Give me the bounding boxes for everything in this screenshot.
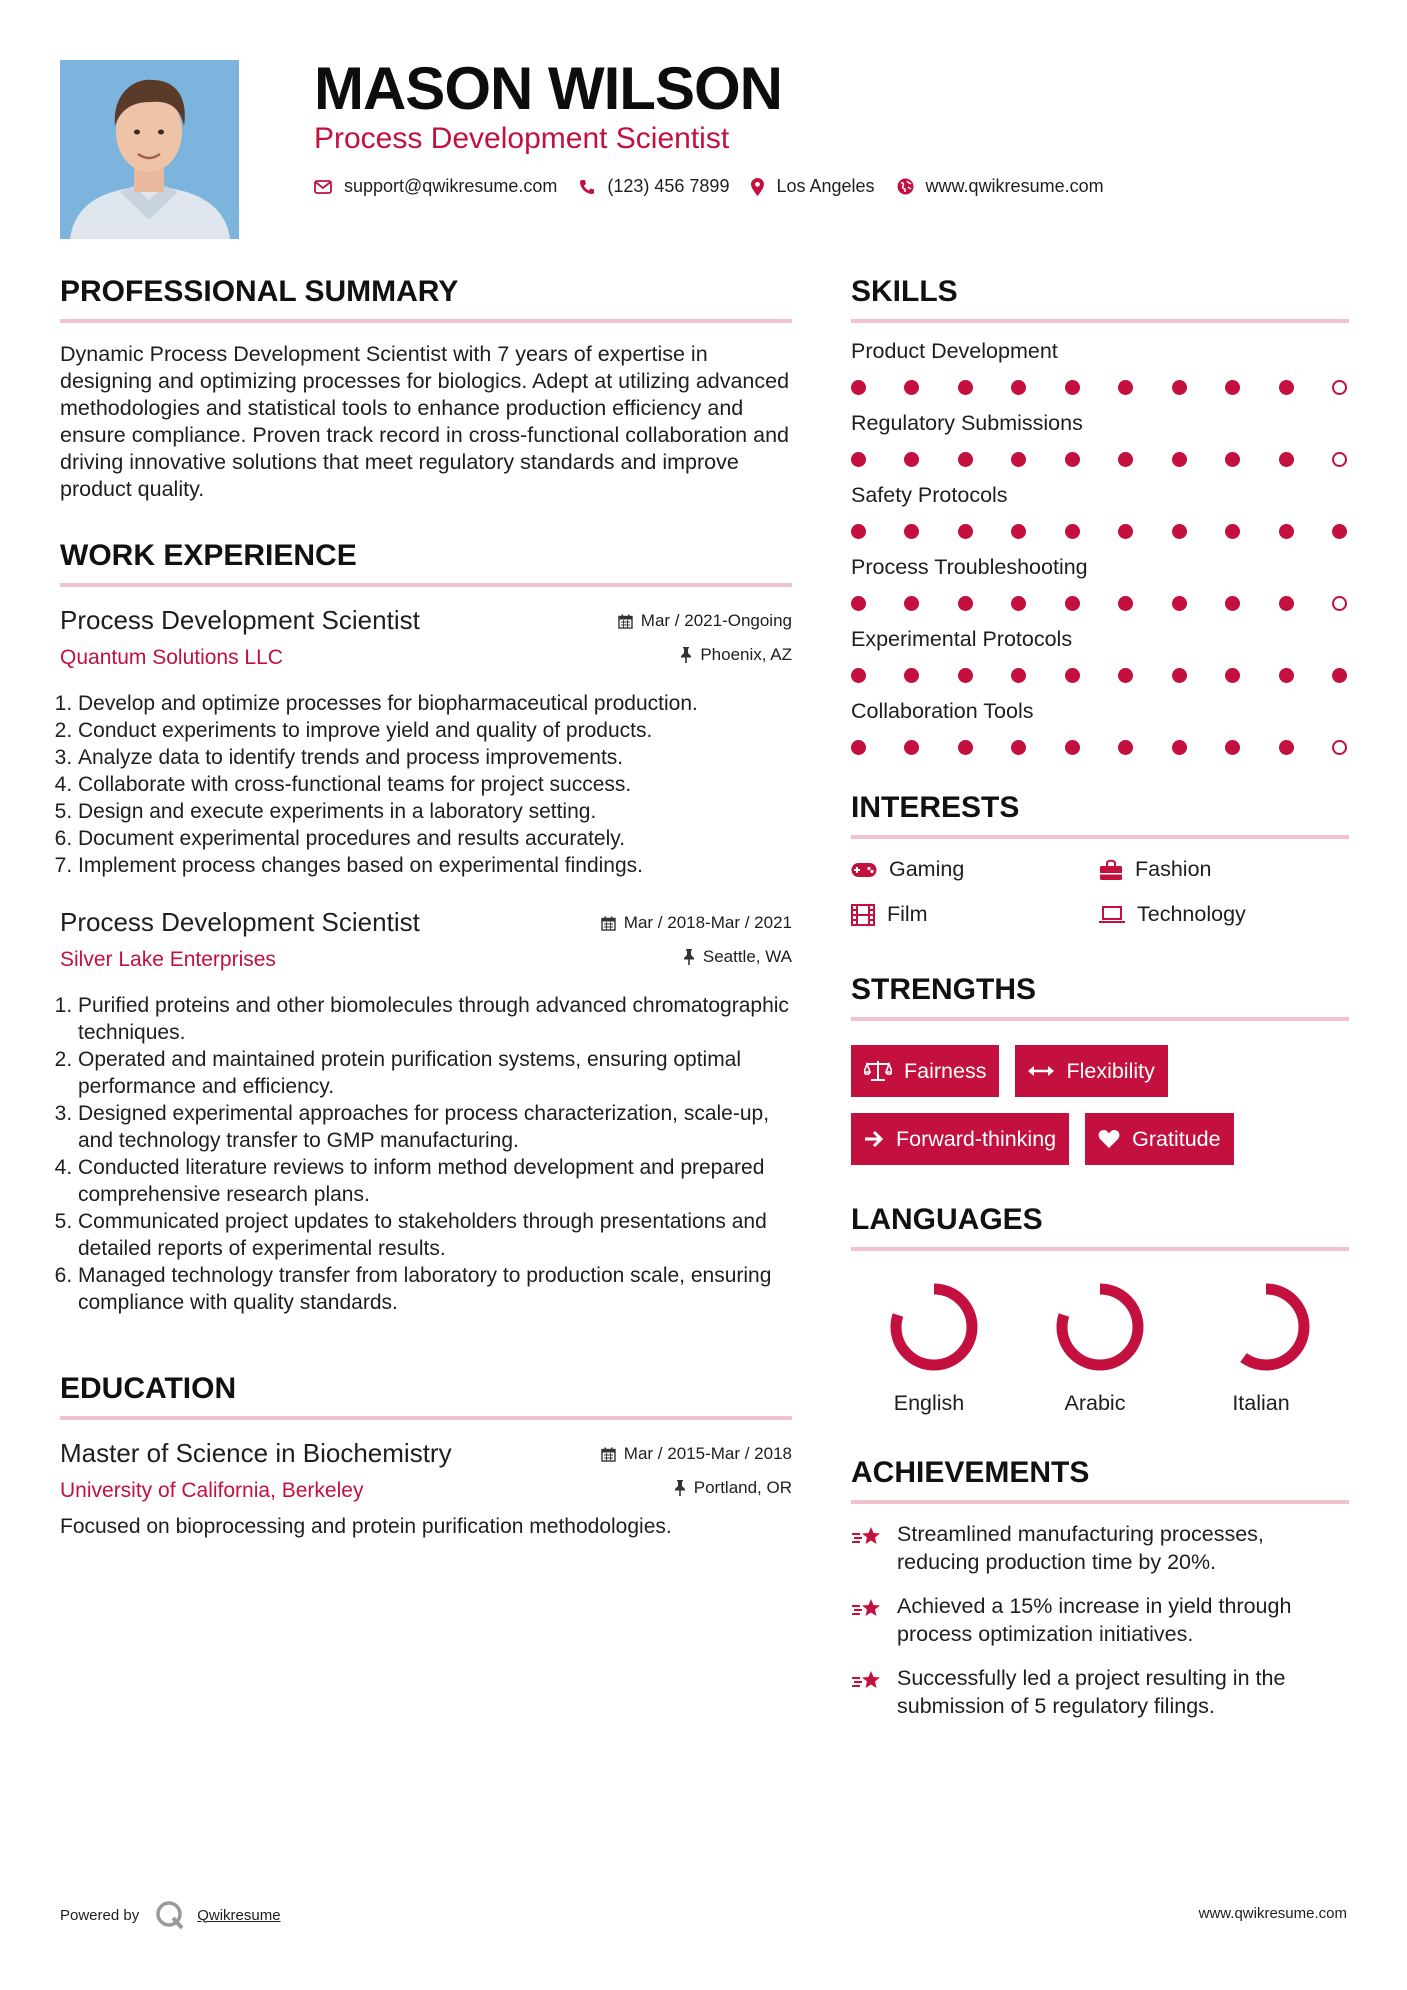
rating-dot-filled bbox=[1118, 740, 1133, 755]
rating-dot-filled bbox=[904, 452, 919, 467]
job-date-text: Mar / 2018-Mar / 2021 bbox=[623, 913, 792, 932]
rating-dot-filled bbox=[1172, 452, 1187, 467]
left-column bbox=[60, 275, 792, 1539]
arrow-right-icon bbox=[864, 1130, 884, 1148]
job-entry bbox=[60, 907, 792, 1316]
interests-list bbox=[851, 857, 1349, 927]
rating-dot-filled bbox=[1225, 596, 1240, 611]
strength-tag bbox=[1015, 1045, 1167, 1097]
rating-dot-empty bbox=[1332, 596, 1347, 611]
rating-dot-filled bbox=[904, 380, 919, 395]
contact-email[interactable] bbox=[314, 176, 557, 197]
rating-dot-filled bbox=[1065, 452, 1080, 467]
rating-dot-filled bbox=[1118, 524, 1133, 539]
rating-dot-filled bbox=[1118, 452, 1133, 467]
heart-icon bbox=[1098, 1129, 1120, 1149]
education-heading: EDUCATION bbox=[60, 1372, 792, 1420]
rating-dot-filled bbox=[1118, 380, 1133, 395]
rating-dot-filled bbox=[1225, 380, 1240, 395]
rating-dot-filled bbox=[958, 380, 973, 395]
language-gauge-arc bbox=[1228, 1289, 1304, 1365]
rating-dot-filled bbox=[1011, 524, 1026, 539]
rating-dot-filled bbox=[1011, 596, 1026, 611]
rating-dot-filled bbox=[1011, 740, 1026, 755]
education-location-text: Portland, OR bbox=[693, 1478, 792, 1497]
job-title: Process Development Scientist bbox=[60, 605, 420, 635]
job-date-text: Mar / 2021-Ongoing bbox=[640, 611, 792, 630]
degree-title: Master of Science in Biochemistry bbox=[60, 1438, 452, 1468]
rating-dot-filled bbox=[1279, 596, 1294, 611]
job-location bbox=[680, 645, 792, 665]
strength-tag bbox=[851, 1113, 1069, 1165]
rating-dot-filled bbox=[1011, 452, 1026, 467]
summary-heading: PROFESSIONAL SUMMARY bbox=[60, 275, 792, 323]
achievements-list bbox=[851, 1520, 1349, 1720]
interest-item bbox=[1099, 902, 1347, 927]
rating-dot-filled bbox=[904, 668, 919, 683]
skill-name: Experimental Protocols bbox=[851, 627, 1073, 651]
balance-scale-icon bbox=[864, 1060, 892, 1082]
candidate-name: MASON WILSON bbox=[314, 55, 782, 122]
pushpin-icon bbox=[683, 949, 695, 965]
list-item: 2. Operated and maintained protein purification systems, ensuring optimal performance and efficiency. bbox=[78, 1046, 792, 1100]
interest-label: Technology bbox=[1137, 902, 1246, 926]
rating-dot-filled bbox=[958, 596, 973, 611]
shooting-star-icon bbox=[851, 1668, 883, 1694]
skill-rating bbox=[851, 524, 1347, 539]
strength-tag bbox=[1085, 1113, 1233, 1165]
school-name: University of California, Berkeley bbox=[60, 1479, 364, 1502]
rating-dot-filled bbox=[1118, 668, 1133, 683]
language-gauge bbox=[1050, 1277, 1150, 1377]
envelope-icon bbox=[314, 180, 332, 194]
list-item: 4. Collaborate with cross-functional teams for project success. bbox=[78, 771, 792, 798]
rating-dot-filled bbox=[1172, 524, 1187, 539]
skill-rating bbox=[851, 740, 1347, 755]
languages-heading: LANGUAGES bbox=[851, 1203, 1349, 1251]
strength-tag bbox=[851, 1045, 999, 1097]
powered-by-text: Powered by bbox=[60, 1906, 140, 1924]
right-column bbox=[851, 275, 1349, 1720]
list-item: 5. Communicated project updates to stakeholders through presentations and detailed reports of experimental results. bbox=[78, 1208, 792, 1262]
rating-dot-filled bbox=[1332, 524, 1347, 539]
job-location-text: Seattle, WA bbox=[702, 947, 792, 966]
list-item: 4. Conducted literature reviews to inform method development and prepared comprehensive research plans. bbox=[78, 1154, 792, 1208]
laptop-icon bbox=[1099, 906, 1125, 924]
rating-dot-filled bbox=[1279, 668, 1294, 683]
interest-label: Film bbox=[887, 902, 928, 926]
list-item: 3. Analyze data to identify trends and process improvements. bbox=[78, 744, 792, 771]
skill-item bbox=[851, 483, 1349, 539]
candidate-title: Process Development Scientist bbox=[314, 122, 730, 155]
rating-dot-filled bbox=[1172, 596, 1187, 611]
skill-rating bbox=[851, 596, 1347, 611]
shooting-star-icon bbox=[851, 1596, 883, 1622]
skill-item bbox=[851, 339, 1349, 395]
language-gauge-arc bbox=[896, 1289, 972, 1365]
list-item: 5. Design and execute experiments in a laboratory setting. bbox=[78, 798, 792, 825]
job-bullets bbox=[60, 690, 792, 879]
rating-dot-filled bbox=[851, 524, 866, 539]
email-text: support@qwikresume.com bbox=[344, 176, 558, 196]
list-item: 7. Implement process changes based on experimental findings. bbox=[78, 852, 792, 879]
film-icon bbox=[851, 904, 875, 926]
phone-text: (123) 456 7899 bbox=[607, 176, 730, 196]
interest-label: Gaming bbox=[889, 857, 965, 881]
footer-url[interactable]: www.qwikresume.com bbox=[1198, 1905, 1347, 1922]
rating-dot-filled bbox=[958, 668, 973, 683]
rating-dot-filled bbox=[1065, 668, 1080, 683]
job-location bbox=[683, 947, 792, 967]
rating-dot-filled bbox=[851, 380, 866, 395]
rating-dot-filled bbox=[1279, 740, 1294, 755]
strengths-heading: STRENGTHS bbox=[851, 973, 1349, 1021]
map-marker-icon bbox=[751, 178, 764, 196]
education-date bbox=[601, 1444, 792, 1464]
list-item: 2. Conduct experiments to improve yield and quality of products. bbox=[78, 717, 792, 744]
rating-dot-empty bbox=[1332, 380, 1347, 395]
rating-dot-filled bbox=[904, 740, 919, 755]
rating-dot-filled bbox=[1065, 380, 1080, 395]
globe-icon bbox=[897, 178, 914, 195]
rating-dot-filled bbox=[958, 452, 973, 467]
rating-dot-filled bbox=[1118, 596, 1133, 611]
language-item bbox=[1183, 1277, 1349, 1416]
job-date bbox=[618, 611, 792, 631]
list-item: 1. Develop and optimize processes for biopharmaceutical production. bbox=[78, 690, 792, 717]
interest-label: Fashion bbox=[1135, 857, 1212, 881]
rating-dot-filled bbox=[904, 524, 919, 539]
rating-dot-filled bbox=[1172, 740, 1187, 755]
strength-label: Forward-thinking bbox=[896, 1126, 1057, 1151]
job-company: Silver Lake Enterprises bbox=[60, 948, 276, 971]
calendar-icon bbox=[601, 1447, 616, 1462]
skill-item bbox=[851, 699, 1349, 755]
education-location bbox=[674, 1478, 792, 1498]
rating-dot-filled bbox=[1065, 524, 1080, 539]
rating-dot-filled bbox=[851, 452, 866, 467]
achievement-item bbox=[851, 1664, 1349, 1720]
website-text: www.qwikresume.com bbox=[925, 176, 1104, 196]
rating-dot-filled bbox=[1065, 740, 1080, 755]
job-entry bbox=[60, 605, 792, 879]
skill-rating bbox=[851, 668, 1347, 683]
strength-label: Gratitude bbox=[1132, 1126, 1221, 1151]
rating-dot-filled bbox=[1225, 524, 1240, 539]
rating-dot-filled bbox=[1332, 668, 1347, 683]
arrows-horizontal-icon bbox=[1028, 1064, 1054, 1078]
list-item: 3. Designed experimental approaches for process characterization, scale-up, and technology transfer to GMP manufacturing. bbox=[78, 1100, 792, 1154]
pushpin-icon bbox=[674, 1480, 686, 1496]
skill-name: Process Troubleshooting bbox=[851, 555, 1088, 579]
footer-powered-by bbox=[60, 1900, 281, 1930]
achievements-heading: ACHIEVEMENTS bbox=[851, 1456, 1349, 1504]
skill-rating bbox=[851, 452, 1347, 467]
profile-photo bbox=[60, 60, 239, 239]
list-item: 6. Managed technology transfer from laboratory to production scale, ensuring compliance with quality standards. bbox=[78, 1262, 792, 1316]
skills-heading: SKILLS bbox=[851, 275, 1349, 323]
gamepad-icon bbox=[851, 862, 877, 878]
language-name: Arabic bbox=[1064, 1391, 1126, 1415]
rating-dot-filled bbox=[1011, 380, 1026, 395]
strength-label: Flexibility bbox=[1066, 1058, 1155, 1083]
strengths-list bbox=[851, 1045, 1349, 1165]
rating-dot-filled bbox=[904, 596, 919, 611]
calendar-icon bbox=[601, 916, 616, 931]
achievement-text: Achieved a 15% increase in yield through process optimization initiatives. bbox=[897, 1594, 1292, 1646]
skill-name: Collaboration Tools bbox=[851, 699, 1034, 723]
skill-rating bbox=[851, 380, 1347, 395]
skill-name: Safety Protocols bbox=[851, 483, 1008, 507]
list-item: 6. Document experimental procedures and results accurately. bbox=[78, 825, 792, 852]
shooting-star-icon bbox=[851, 1524, 883, 1550]
rating-dot-filled bbox=[958, 740, 973, 755]
phone-icon bbox=[579, 179, 595, 195]
language-name: Italian bbox=[1232, 1391, 1290, 1415]
contact-location bbox=[751, 176, 874, 197]
job-title: Process Development Scientist bbox=[60, 907, 420, 937]
rating-dot-empty bbox=[1332, 452, 1347, 467]
language-gauge bbox=[1216, 1277, 1316, 1377]
pushpin-icon bbox=[680, 647, 692, 663]
list-item: 1. Purified proteins and other biomolecules through advanced chromatographic techniques. bbox=[78, 992, 792, 1046]
language-gauge bbox=[884, 1277, 984, 1377]
languages-list bbox=[851, 1277, 1349, 1416]
job-bullets bbox=[60, 992, 792, 1316]
job-location-text: Phoenix, AZ bbox=[700, 645, 792, 664]
qwikresume-link[interactable]: Qwikresume bbox=[197, 1906, 281, 1924]
rating-dot-filled bbox=[1279, 524, 1294, 539]
interest-item bbox=[851, 902, 1099, 927]
summary-text: Dynamic Process Development Scientist with 7 years of expertise in designing and optimizing processes for biologics. Adept at utilizing advanced methodologies and statistical tools to enhance production efficiency and ensure compliance. Proven track record in cross-functional collaboration and driving innovative solutions that meet regulatory standards and improve product quality. bbox=[60, 342, 790, 501]
calendar-icon bbox=[618, 614, 633, 629]
interests-heading: INTERESTS bbox=[851, 791, 1349, 839]
education-date-text: Mar / 2015-Mar / 2018 bbox=[623, 1444, 792, 1463]
rating-dot-filled bbox=[1172, 668, 1187, 683]
rating-dot-filled bbox=[1172, 380, 1187, 395]
rating-dot-filled bbox=[1011, 668, 1026, 683]
rating-dot-filled bbox=[1225, 452, 1240, 467]
location-text: Los Angeles bbox=[776, 176, 875, 196]
rating-dot-filled bbox=[1225, 740, 1240, 755]
shopping-bag-icon bbox=[1099, 859, 1123, 881]
skill-item bbox=[851, 555, 1349, 611]
rating-dot-filled bbox=[958, 524, 973, 539]
rating-dot-filled bbox=[1225, 668, 1240, 683]
rating-dot-filled bbox=[851, 740, 866, 755]
language-gauge-arc bbox=[1062, 1289, 1138, 1365]
job-date bbox=[601, 913, 792, 933]
achievement-text: Successfully led a project resulting in the submission of 5 regulatory filings. bbox=[897, 1666, 1286, 1718]
experience-heading: WORK EXPERIENCE bbox=[60, 539, 792, 587]
rating-dot-filled bbox=[1279, 452, 1294, 467]
achievement-item bbox=[851, 1520, 1349, 1576]
skill-item bbox=[851, 627, 1349, 683]
education-entry bbox=[60, 1438, 792, 1539]
achievement-item bbox=[851, 1592, 1349, 1648]
rating-dot-empty bbox=[1332, 740, 1347, 755]
education-description: Focused on bioprocessing and protein purification methodologies. bbox=[60, 1515, 672, 1538]
language-name: English bbox=[893, 1391, 965, 1415]
contact-bar bbox=[314, 176, 1126, 197]
contact-website[interactable] bbox=[897, 176, 1104, 197]
skill-name: Regulatory Submissions bbox=[851, 411, 1083, 435]
rating-dot-filled bbox=[851, 596, 866, 611]
rating-dot-filled bbox=[851, 668, 866, 683]
language-item bbox=[851, 1277, 1017, 1416]
qwikresume-logo-icon bbox=[155, 1900, 185, 1930]
skill-item bbox=[851, 411, 1349, 467]
rating-dot-filled bbox=[1065, 596, 1080, 611]
skills-list bbox=[851, 339, 1349, 755]
achievement-text: Streamlined manufacturing processes, reducing production time by 20%. bbox=[897, 1522, 1264, 1574]
rating-dot-filled bbox=[1279, 380, 1294, 395]
job-company: Quantum Solutions LLC bbox=[60, 646, 283, 669]
skill-name: Product Development bbox=[851, 339, 1058, 363]
interest-item bbox=[851, 857, 1099, 882]
strength-label: Fairness bbox=[904, 1058, 987, 1083]
language-item bbox=[1017, 1277, 1183, 1416]
contact-phone[interactable] bbox=[579, 176, 729, 197]
interest-item bbox=[1099, 857, 1347, 882]
